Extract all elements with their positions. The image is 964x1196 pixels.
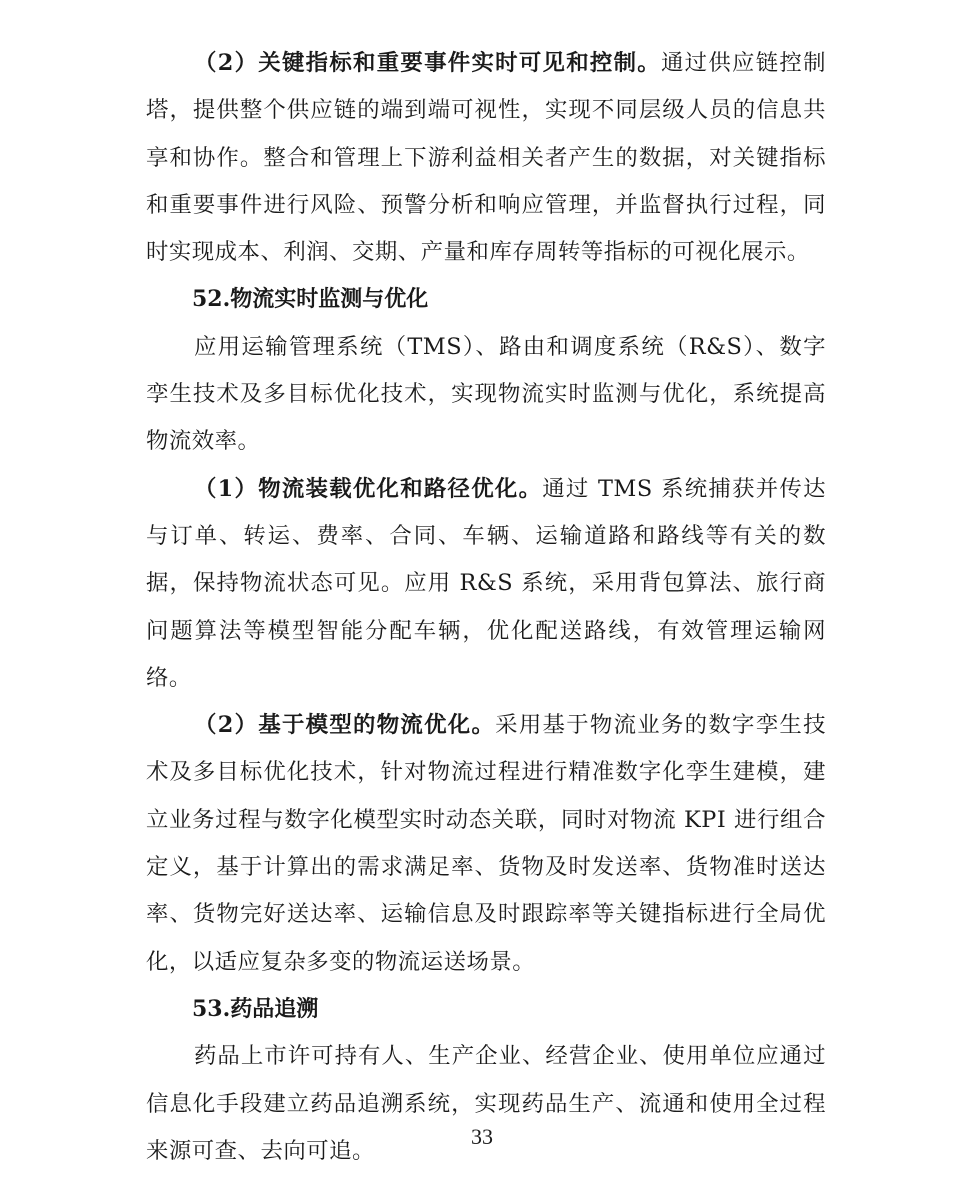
paragraph-bold-lead: （2）基于模型的物流优化。 xyxy=(194,712,496,739)
section-heading: 53.药品追溯 xyxy=(192,995,319,1022)
paragraph-text: 通过供应链控制塔，提供整个供应链的端到端可视性，实现不同层级人员的信息共享和协作。整合和管理上下游利益相关者产生的数据，对关键指标和重要事件进行风险、预警分析和响应管理，并监督执行过程，同时实现成本、利润、交期、产量和库存周转等指标的可视化展示。 xyxy=(146,50,826,266)
paragraph-bold-lead: （1）物流装载优化和路径优化。 xyxy=(194,475,543,502)
paragraph xyxy=(146,702,826,986)
page-number: 33 xyxy=(471,1124,493,1149)
paragraph-text: 通过 TMS 系统捕获并传达与订单、转运、费率、合同、车辆、运输道路和路线等有关的数据，保持物流状态可见。应用 R&S 系统，采用背包算法、旅行商问题算法等模型智能分配车辆，优化配送路线，有效管理运输网络。 xyxy=(146,475,826,691)
section-heading: 52.物流实时监测与优化 xyxy=(192,286,429,313)
paragraph-bold-lead: （2）关键指标和重要事件实时可见和控制。 xyxy=(194,50,661,76)
document-body xyxy=(146,40,826,1175)
paragraph-text: 采用基于物流业务的数字孪生技术及多目标优化技术，针对物流过程进行精准数字化孪生建模，建立业务过程与数字化模型实时动态关联，同时对物流 KPI 进行组合定义，基于计算出的需求满足率、货物及时发送率、货物准时送达率、货物完好送达率、运输信息及时跟踪率等关键指标进行全局优化，以适应复杂多变的物流运送场景。 xyxy=(146,712,826,975)
paragraph: 药品上市许可持有人、生产企业、经营企业、使用单位应通过信息化手段建立药品追溯系统，实现药品生产、流通和使用全过程来源可查、去向可追。 xyxy=(146,1043,826,1164)
paragraph xyxy=(146,466,826,702)
paragraph: 应用运输管理系统（TMS）、路由和调度系统（R&S）、数字孪生技术及多目标优化技术，实现物流实时监测与优化，系统提高物流效率。 xyxy=(146,333,826,455)
paragraph xyxy=(146,40,826,276)
